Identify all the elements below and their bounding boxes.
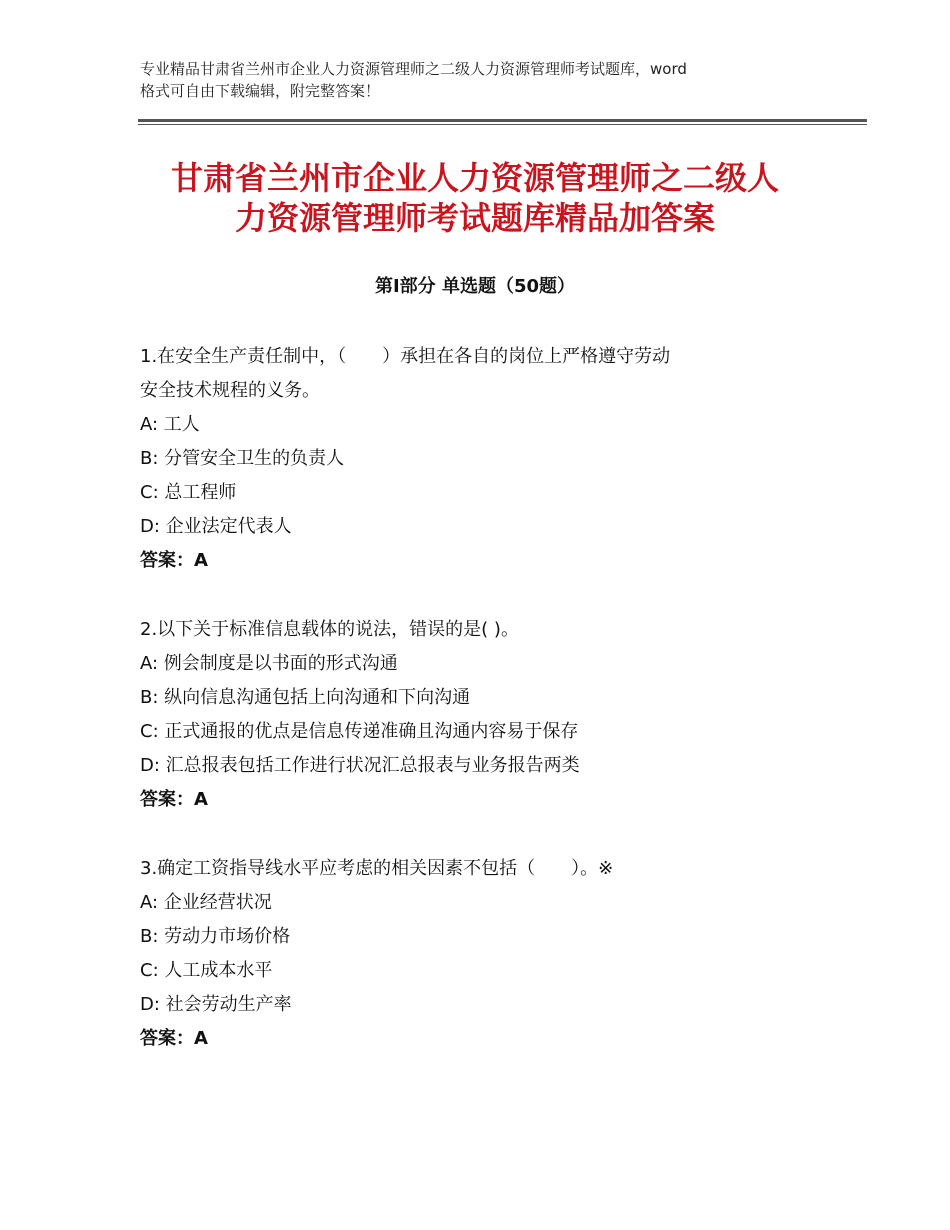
header-note-line-2: 格式可自由下载编辑，附完整答案！ xyxy=(140,82,381,100)
document-title-line-1: 甘肃省兰州市企业人力资源管理师之二级人 xyxy=(170,159,779,197)
section-heading: 第Ⅰ部分 单选题（50题） xyxy=(374,276,575,297)
question-stem: 2.以下关于标准信息载体的说法，错误的是( )。 xyxy=(140,619,519,640)
answer-line: 答案：A xyxy=(140,550,208,571)
question-stem: 3.确定工资指导线水平应考虑的相关因素不包括（ ）。※ xyxy=(140,858,614,879)
document-title-line-2: 力资源管理师考试题库精品加答案 xyxy=(234,199,715,237)
header-divider-thick xyxy=(138,119,867,122)
option-c: C: 人工成本水平 xyxy=(140,960,273,981)
option-c: C: 总工程师 xyxy=(140,482,237,503)
option-d: D: 社会劳动生产率 xyxy=(140,994,292,1015)
header-note-line-1: 专业精品甘肃省兰州市企业人力资源管理师之二级人力资源管理师考试题库，word xyxy=(140,60,687,78)
header-note xyxy=(140,58,840,102)
question-2 xyxy=(140,613,840,817)
header-divider xyxy=(138,119,867,125)
question-1 xyxy=(140,340,840,578)
option-b: B: 纵向信息沟通包括上向沟通和下向沟通 xyxy=(140,687,471,708)
question-stem: 1.在安全生产责任制中，（ ）承担在各自的岗位上严格遵守劳动 xyxy=(140,346,671,367)
option-b: B: 分管安全卫生的负责人 xyxy=(140,448,345,469)
option-a: A: 企业经营状况 xyxy=(140,892,272,913)
option-d: D: 企业法定代表人 xyxy=(140,516,292,537)
document-title xyxy=(100,158,850,238)
question-3 xyxy=(140,852,840,1056)
option-c: C: 正式通报的优点是信息传递准确且沟通内容易于保存 xyxy=(140,721,579,742)
option-a: A: 例会制度是以书面的形式沟通 xyxy=(140,653,398,674)
option-b: B: 劳动力市场价格 xyxy=(140,926,291,947)
question-stem-continued: 安全技术规程的义务。 xyxy=(140,380,320,401)
header-divider-thin xyxy=(138,124,867,125)
answer-line: 答案：A xyxy=(140,1028,208,1049)
option-d: D: 汇总报表包括工作进行状况汇总报表与业务报告两类 xyxy=(140,755,580,776)
answer-line: 答案：A xyxy=(140,789,208,810)
option-a: A: 工人 xyxy=(140,414,200,435)
